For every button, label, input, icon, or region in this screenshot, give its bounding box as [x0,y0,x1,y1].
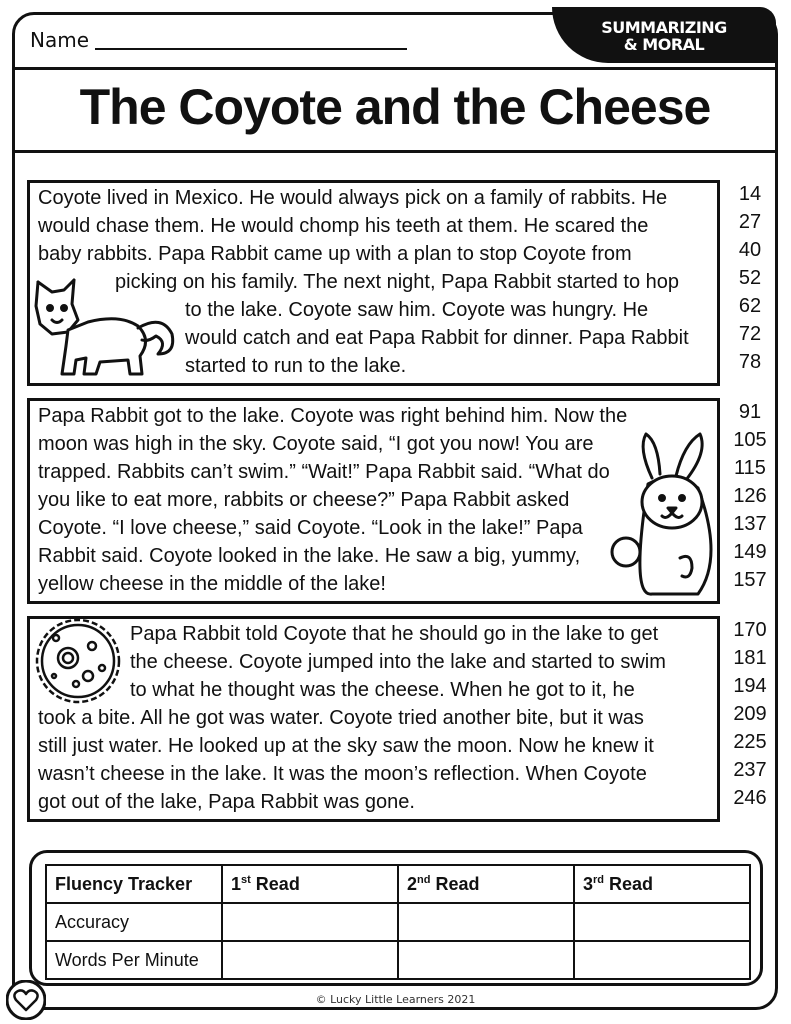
passage-line: to the lake. Coyote saw him. Coyote was hungry. He [185,299,649,321]
wpm-read-2-cell[interactable] [398,941,574,979]
word-count: 149 [733,541,767,563]
passage-line: would catch and eat Papa Rabbit for dinner. Papa Rabbit [185,327,689,349]
wpm-read-1-cell[interactable] [222,941,398,979]
table-row [46,903,750,941]
word-count: 225 [733,731,767,753]
passage-line: Rabbit said. Coyote looked in the lake. He saw a big, yummy, [38,545,581,567]
word-count: 52 [738,267,762,289]
read-2-header: 2nd Read [398,865,574,903]
rabbit-illustration [600,428,718,602]
passage-line: still just water. He looked up at the sky saw the moon. Now he knew it [38,735,654,757]
name-label: Name [30,28,90,52]
accuracy-read-1-cell[interactable] [222,903,398,941]
word-count: 246 [733,787,767,809]
word-count: 194 [733,675,767,697]
topic-tag [552,7,776,63]
name-row [30,28,407,52]
word-count: 115 [734,457,766,479]
coyote-illustration [30,270,178,382]
word-count: 181 [733,647,767,669]
passage-line: picking on his family. The next night, Papa Rabbit started to hop [115,271,680,293]
passage-line: Papa Rabbit got to the lake. Coyote was right behind him. Now the [38,405,628,427]
read-3-header: 3rd Read [574,865,750,903]
passage-line: to what he thought was the cheese. When he got to it, he [130,679,635,701]
table-header-row [46,865,750,903]
word-count: 105 [733,429,767,451]
passage-line: wasn’t cheese in the lake. It was the moon’s reflection. When Coyote [38,763,647,785]
page-title: The Coyote and the Cheese [79,79,711,135]
wpm-read-3-cell[interactable] [574,941,750,979]
passage-line: took a bite. All he got was water. Coyote tried another bite, but it was [38,707,644,729]
word-count: 91 [738,401,762,423]
word-count: 78 [738,351,762,373]
topic-tag-line2: & MORAL [623,35,705,54]
word-count: 62 [738,295,762,317]
word-count: 170 [733,619,767,641]
passage-line: got out of the lake, Papa Rabbit was gone. [38,791,415,813]
word-count: 27 [738,211,762,233]
accuracy-read-3-cell[interactable] [574,903,750,941]
fluency-tracker-table [45,864,751,980]
passage-line: the cheese. Coyote jumped into the lake and started to swim [130,651,666,673]
passage-line: Coyote lived in Mexico. He would always pick on a family of rabbits. He [38,187,668,209]
table-row [46,941,750,979]
word-count: 137 [733,513,767,535]
copyright-text: © Lucky Little Learners 2021 [315,993,476,1006]
passage-line: yellow cheese in the middle of the lake! [38,573,386,595]
wpm-label: Words Per Minute [46,941,222,979]
accuracy-read-2-cell[interactable] [398,903,574,941]
word-count: 209 [733,703,767,725]
name-input-line[interactable] [95,48,407,50]
accuracy-label: Accuracy [46,903,222,941]
word-count: 126 [733,485,767,507]
passage-line: moon was high in the sky. Coyote said, “I got you now! You are [38,433,594,455]
moon-illustration [32,618,126,704]
word-count: 237 [733,759,767,781]
passage-line: Coyote. “I love cheese,” said Coyote. “Look in the lake!” Papa [38,517,583,539]
read-1-header: 1st Read [222,865,398,903]
word-count: 40 [738,239,762,261]
passage-line: started to run to the lake. [185,355,407,377]
passage-line: trapped. Rabbits can’t swim.” “Wait!” Papa Rabbit said. “What do [38,461,610,483]
passage-line: baby rabbits. Papa Rabbit came up with a plan to stop Coyote from [38,243,632,265]
passage-line: Papa Rabbit told Coyote that he should go in the lake to get [130,623,659,645]
topic-tag-line1: SUMMARIZING [601,18,727,37]
passage-line: would chase them. He would chomp his teeth at them. He scared the [38,215,649,237]
word-count: 14 [738,183,762,205]
word-count: 157 [733,569,767,591]
word-count: 72 [738,323,762,345]
heart-icon [6,980,46,1020]
header-divider [12,67,778,70]
title-divider [12,150,778,153]
fluency-tracker-header: Fluency Tracker [46,865,222,903]
passage-line: you like to eat more, rabbits or cheese?” Papa Rabbit asked [38,489,570,511]
